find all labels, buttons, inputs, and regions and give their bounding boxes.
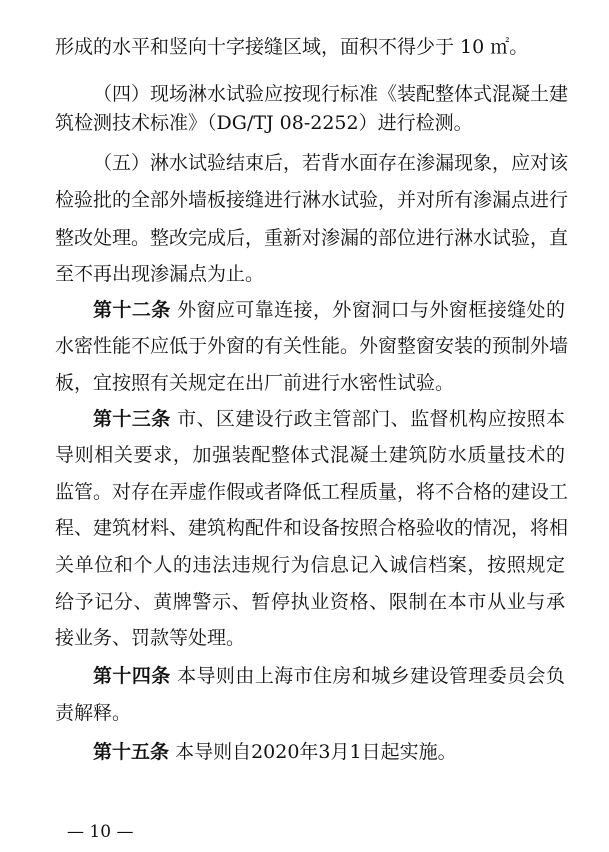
article-14-heading: 第十四条: [93, 665, 171, 687]
text-line: 本导则由上海市住房和城乡建设管理委员会负: [177, 665, 565, 687]
text-line: 监管。对存在弄虚作假或者降低工程质量，将不合格的建设工: [55, 481, 569, 503]
text-line: 形成的水平和竖向十字接缝区域，面积不得少于 10 ㎡。: [55, 36, 529, 58]
page-number: — 10 —: [67, 822, 134, 842]
text-line: 责解释。: [55, 702, 132, 724]
text-line: 外窗应可靠连接，外窗洞口与外窗框接缝处的: [177, 299, 565, 321]
text-line: 检验批的全部外墙板接缝进行淋水试验，并对所有渗漏点进行: [55, 189, 569, 211]
text-line: 程、建筑材料、建筑构配件和设备按照合格验收的情况，将相: [55, 517, 569, 539]
text-line: 导则相关要求，加强装配整体式混凝土建筑防水质量技术的: [55, 444, 565, 466]
article-13-heading: 第十三条: [93, 408, 171, 430]
text-line: （五）淋水试验结束后，若背水面存在渗漏现象，应对该: [93, 152, 569, 174]
text-line: 接业务、罚款等处理。: [55, 627, 246, 649]
article-12-first-line: [93, 298, 565, 322]
article-15-heading: 第十五条: [93, 741, 170, 763]
article-12-heading: 第十二条: [93, 299, 171, 321]
text-line: 筑检测技术标准》（DG/TJ 08-2252）进行检测。: [55, 112, 473, 134]
text-line: （四）现场淋水试验应按现行标准《装配整体式混凝土建: [93, 83, 569, 105]
article-15-first-line: [93, 740, 565, 764]
text-line: 水密性能不应低于外窗的有关性能。外窗整窗安装的预制外墙: [55, 335, 569, 357]
text-line: 至不再出现渗漏点为止。: [55, 263, 265, 285]
text-line: 整改处理。整改完成后，重新对渗漏的部位进行淋水试验，直: [55, 227, 569, 249]
text-line: 关单位和个人的违法违规行为信息记入诚信档案，按照规定: [55, 554, 565, 576]
article-14-first-line: [93, 664, 565, 688]
text-line: 给予记分、黄牌警示、暂停执业资格、限制在本市从业与承: [55, 591, 565, 613]
text-line: 市、区建设行政主管部门、监督机构应按照本: [177, 408, 565, 430]
text-line: 本导则自2020年3月1日起实施。: [175, 741, 457, 763]
text-line: 板，宜按照有关规定在出厂前进行水密性试验。: [55, 372, 455, 394]
article-13-first-line: [93, 407, 565, 431]
